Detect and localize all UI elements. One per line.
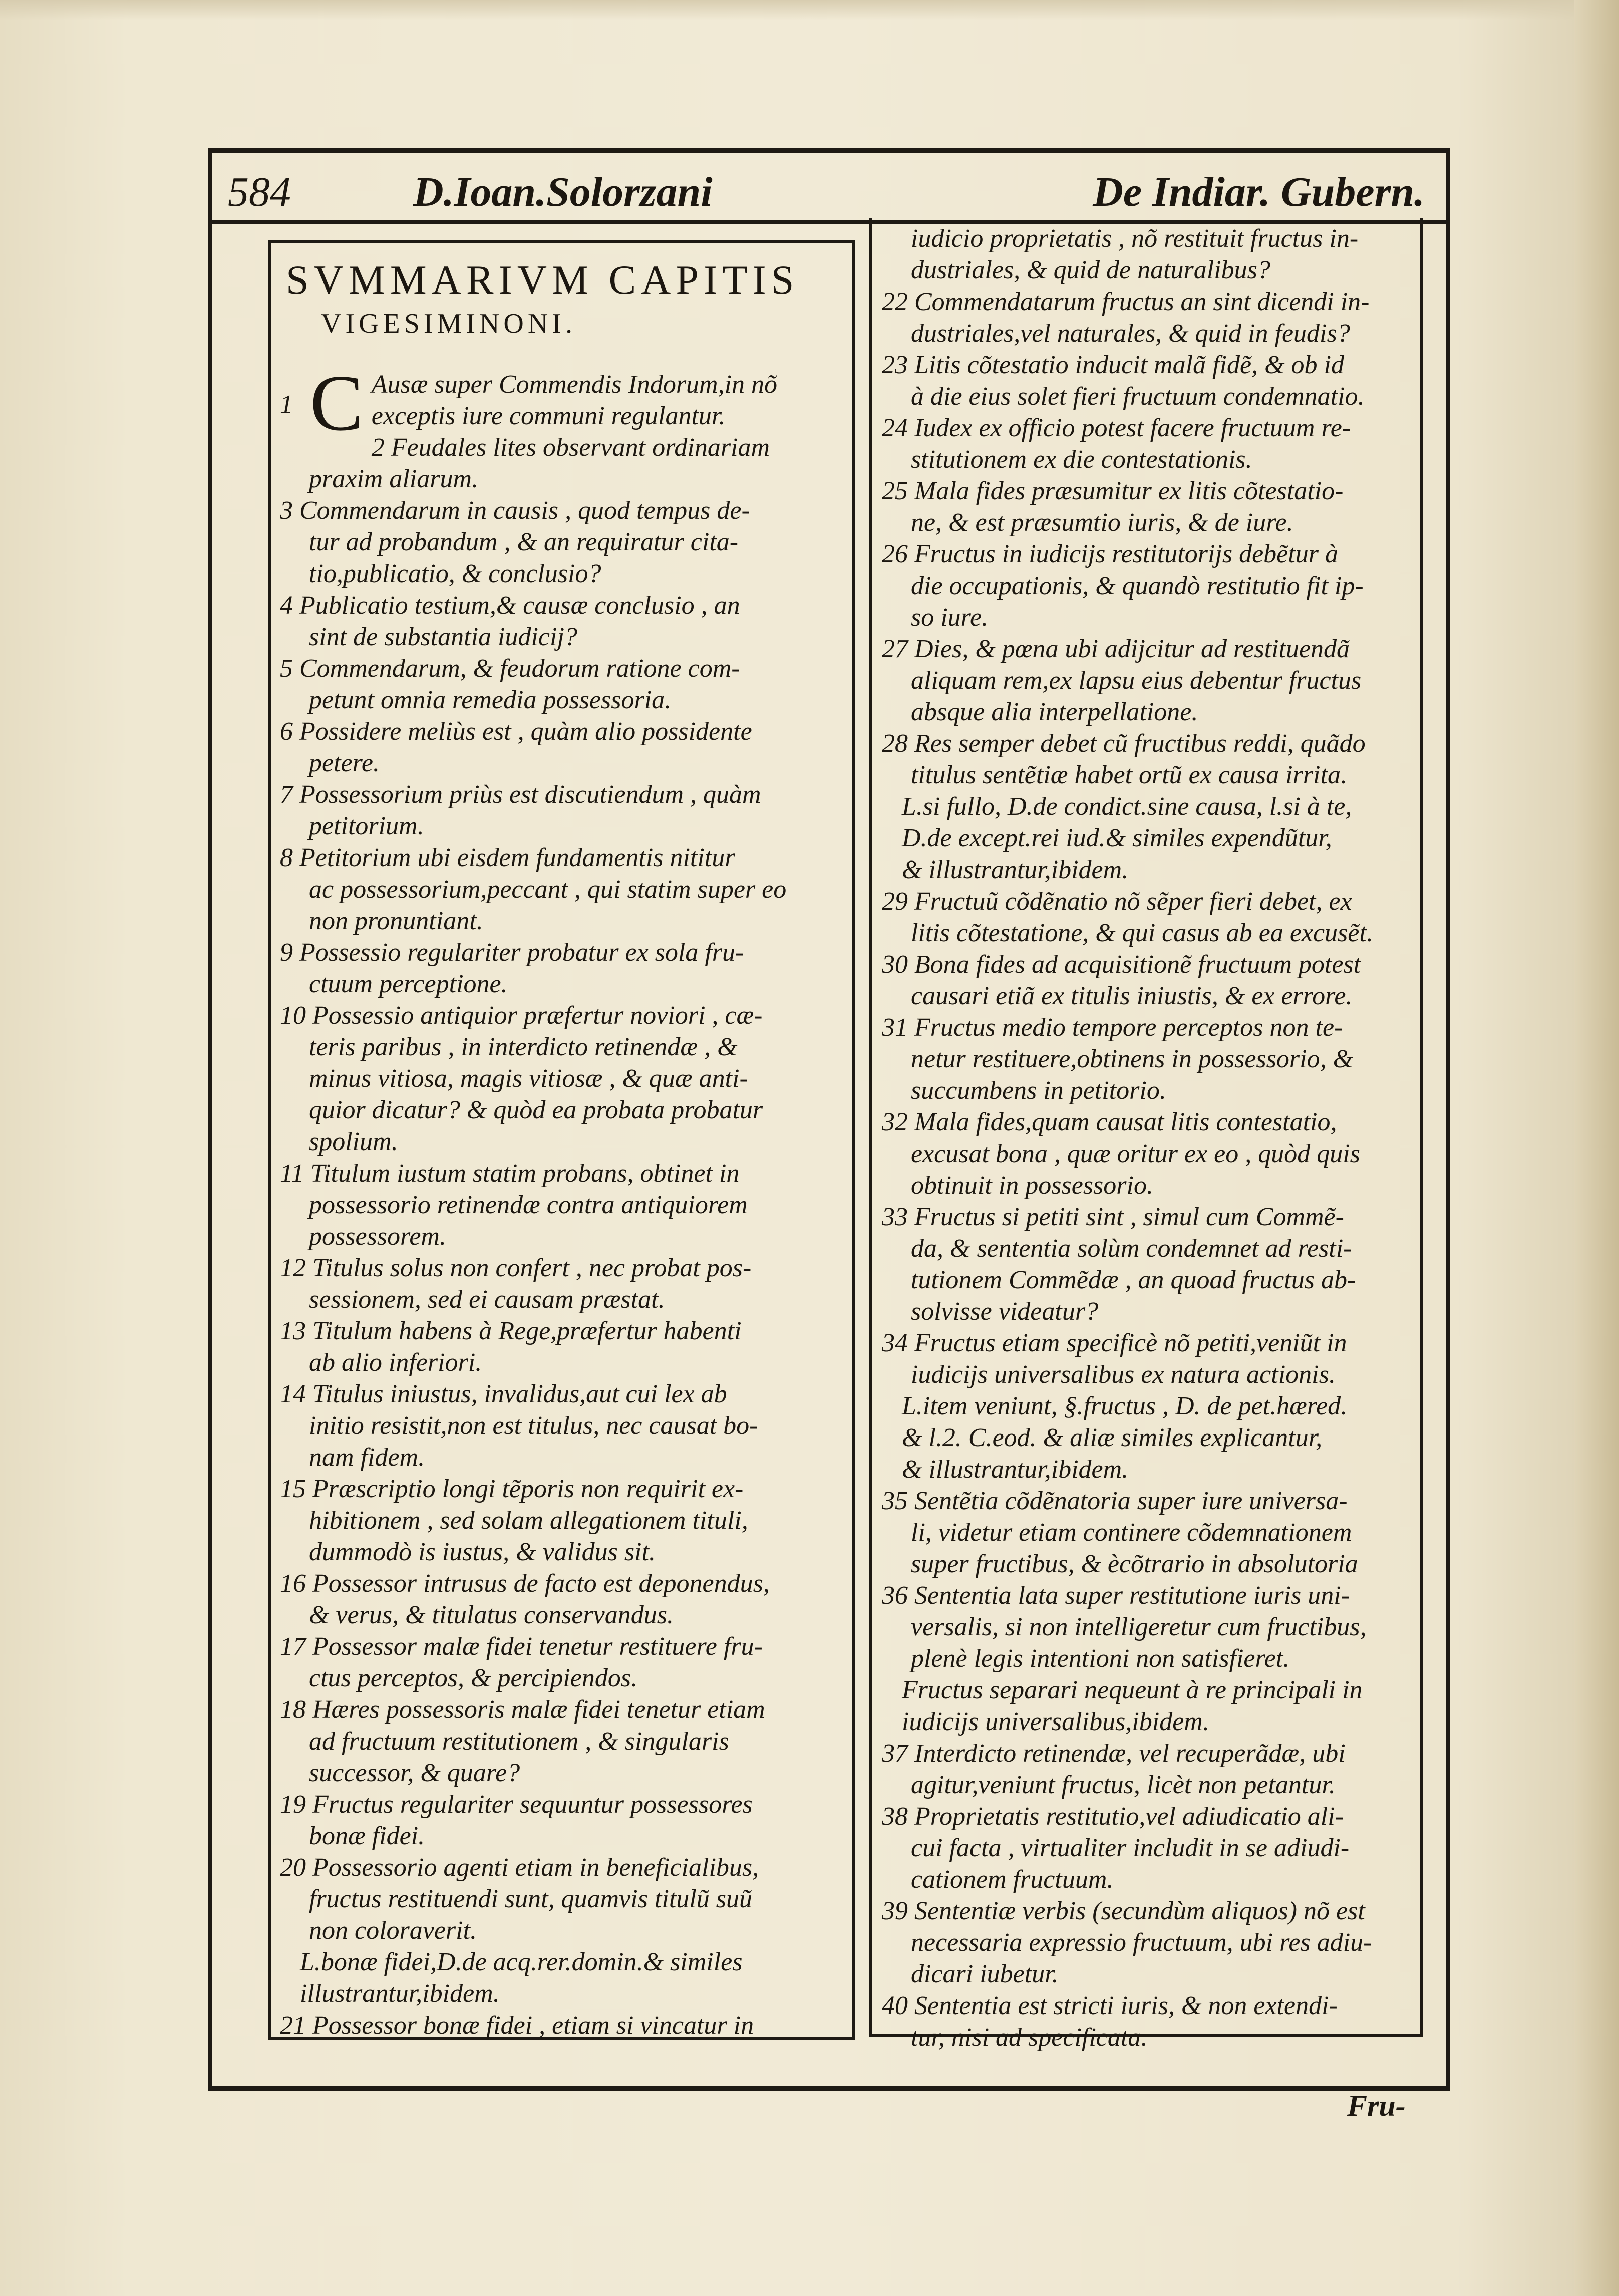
summary-entry (280, 1315, 846, 1347)
entry-continuation: super fructibus, & ècõtrario in absolutoria (911, 1550, 1358, 1578)
entry-continuation: netur restituere,obtinens in possessorio, & (911, 1045, 1354, 1073)
summary-subtitle: VIGESIMINONI. (321, 308, 576, 339)
entry-number: 6 (280, 717, 299, 746)
summary-entry (882, 1895, 1415, 1927)
citation-line: L.bonæ fidei,D.de acq.rer.domin.& similes (300, 1948, 743, 1976)
entry-text: Feudales lites observant ordinariam (391, 433, 770, 462)
right-column (869, 218, 1423, 2052)
entry-continuation: ctus perceptos, & percipiendos. (309, 1664, 638, 1692)
entry-continuation: praxim aliarum. (309, 465, 478, 493)
entry-text: Commendatarum fructus an sint dicendi in- (914, 288, 1370, 316)
entry-continuation: plenè legis intentioni non satisfieret. (911, 1644, 1290, 1673)
summary-entry (882, 1990, 1415, 2022)
frame-rule-right (1446, 148, 1450, 2091)
summary-entry (280, 1694, 846, 1726)
entry-text: Fructuũ cõdẽnatio nõ sẽper fieri debet, ex (914, 887, 1352, 916)
entry-continuation: sessionem, sed ei causam præstat. (309, 1285, 665, 1314)
entry-number: 23 (882, 351, 914, 379)
entry-continuation: petunt omnia remedia possessoria. (309, 686, 672, 714)
entry-text: Bona fides ad acquisitionẽ fructuum potest (914, 950, 1361, 979)
entry-continuation: petere. (309, 749, 380, 777)
summary-entry (280, 1852, 846, 1883)
entry-number: 25 (882, 477, 914, 505)
entry-text: Præscriptio longi tẽporis non requirit ex- (312, 1475, 744, 1503)
entry-number: 4 (280, 591, 299, 620)
entry-continuation: ne, & est præsumtio iuris, & de iure. (911, 508, 1293, 537)
summary-entry (280, 842, 846, 874)
entry-number: 12 (280, 1254, 312, 1282)
entry-continuation: initio resistit,non est titulus, nec causat bo- (309, 1411, 758, 1440)
entry-text: Fructus medio tempore perceptos non te- (914, 1013, 1343, 1042)
summary-entry (882, 1580, 1415, 1611)
entry-text: Titulum iustum statim probans, obtinet in (310, 1159, 740, 1188)
entry-continuation: tur, nisi ad specificata. (911, 2023, 1148, 2052)
entry-number: 14 (280, 1380, 312, 1408)
entry-text: Interdicto retinendæ, vel recuperãdæ, ubi (914, 1739, 1346, 1768)
summary-entry (280, 495, 846, 526)
summary-entry (882, 538, 1415, 570)
entry-number: 3 (280, 496, 299, 525)
entry-continuation: obtinuit in possessorio. (911, 1171, 1153, 1200)
entry-number: 19 (280, 1790, 312, 1819)
entry-text: Publicatio testium,& causæ conclusio , an (299, 591, 740, 620)
entry-number: 31 (882, 1013, 914, 1042)
entry-continuation: ad fructuum restitutionem , & singularis (309, 1727, 729, 1756)
entry-continuation: & verus, & titulatus conservandus. (309, 1601, 674, 1629)
page-edge (1574, 0, 1619, 2296)
entry-continuation: tur ad probandum , & an requiratur cita- (309, 528, 739, 556)
entry-number: 15 (280, 1475, 312, 1503)
entry-text: Possessio antiquior præfertur noviori , cæ- (312, 1001, 763, 1030)
summary-entry (882, 1012, 1415, 1043)
summary-entry (280, 1789, 846, 1820)
entry-continuation: exceptis iure communi regulantur. (371, 402, 726, 430)
summary-entry (280, 1000, 846, 1031)
entry-number: 30 (882, 950, 914, 979)
entry-number: 24 (882, 414, 914, 442)
entry-continuation: succumbens in petitorio. (911, 1076, 1166, 1105)
entry-text: Fructus etiam specificè nõ petiti,veniũt in (914, 1329, 1347, 1357)
summary-entry (882, 1485, 1415, 1517)
summary-entry (280, 2010, 846, 2041)
summary-entry (882, 475, 1415, 507)
summary-entry (882, 949, 1415, 980)
entry-continuation: nam fidem. (309, 1443, 425, 1472)
entry-number: 28 (882, 729, 914, 758)
drop-capital: C (310, 358, 364, 447)
entry-continuation: agitur,veniunt fructus, licèt non petantur. (911, 1771, 1336, 1799)
entry-continuation: tio,publicatio, & conclusio? (309, 559, 601, 588)
entry-continuation: dustriales, & quid de naturalibus? (911, 256, 1270, 284)
summary-entry (882, 1106, 1415, 1138)
entry-text: Possessor bonæ fidei , etiam si vincatur in (312, 2011, 754, 2040)
entry-continuation: cui facta , virtualiter includit in se adiudi- (911, 1834, 1350, 1862)
entry-continuation: titulus sentẽtiæ habet ortũ ex causa irrita. (911, 761, 1347, 789)
entry-text: Possessio regulariter probatur ex sola fru- (299, 938, 744, 967)
entry-number: 2 (371, 433, 391, 462)
summary-entry (882, 1327, 1415, 1359)
entry-text: Possessor malæ fidei tenetur restituere fru- (312, 1632, 763, 1661)
entry-continuation: aliquam rem,ex lapsu eius debentur fructus (911, 666, 1362, 695)
citation-line: L.si fullo, D.de condict.sine causa, l.si à te, (902, 792, 1352, 821)
entry-text: Ausæ super Commendis Indorum,in nõ (371, 370, 778, 399)
frame-rule-bottom (208, 2086, 1450, 2091)
entry-number: 13 (280, 1317, 312, 1345)
entry-continuation: dummodò is iustus, & validus sit. (309, 1538, 656, 1566)
entry-continuation: causari etiã ex titulis iniustis, & ex errore. (911, 982, 1353, 1010)
summary-entry (882, 1201, 1415, 1233)
entry-text: Possessorium priùs est discutiendum , quàm (299, 780, 761, 809)
entry-continuation: iudicijs universalibus ex natura actionis. (911, 1360, 1336, 1389)
citation-line: D.de except.rei iud.& similes expendũtur, (902, 824, 1332, 852)
entry-continuation: spolium. (309, 1127, 398, 1156)
entry-continuation: litis cõtestatione, & qui casus ab ea excusẽt. (911, 919, 1373, 947)
entry-continuation: à die eius solet fieri fructuum condemnatio. (911, 382, 1365, 411)
entry-continuation: necessaria expressio fructuum, ubi res adiu- (911, 1928, 1372, 1957)
entry-number: 34 (882, 1329, 914, 1357)
entry-continuation: cationem fructuum. (911, 1865, 1114, 1894)
entry-text: Litis cõtestatio inducit malã fidẽ, & ob id (914, 351, 1344, 379)
entry-continuation: possessorem. (309, 1222, 446, 1251)
entry-number: 37 (882, 1739, 914, 1768)
entry-number: 10 (280, 1001, 312, 1030)
summary-entry (280, 779, 846, 810)
entry-text: Sententia est stricti iuris, & non extendi- (914, 1991, 1338, 2020)
entry-number: 5 (280, 654, 299, 683)
summary-list-right (882, 223, 1415, 2053)
entry-text: Possessor intrusus de facto est deponendus, (312, 1569, 770, 1598)
entry-continuation: tutionem Commẽdæ , an quoad fructus ab- (911, 1266, 1356, 1294)
entry-text: Fructus in iudicijs restitutorijs debẽtur à (914, 540, 1338, 568)
entry-text: Sententia lata super restitutione iuris uni- (914, 1581, 1350, 1610)
entry-continuation: hibitionem , sed solam allegationem tituli, (309, 1506, 748, 1535)
entry-number: 9 (280, 938, 299, 967)
summary-entry (280, 1631, 846, 1662)
citation-line: Fructus separari nequeunt à re principali in (902, 1676, 1363, 1704)
summary-entry (280, 1568, 846, 1599)
summary-entry (882, 886, 1415, 917)
entry-text: Mala fides,quam causat litis contestatio, (914, 1108, 1337, 1136)
entry-continuation: possessorio retinendæ contra antiquiorem (309, 1191, 748, 1219)
entry-number: 35 (882, 1487, 914, 1515)
entry-number: 7 (280, 780, 299, 809)
entry-continuation: bonæ fidei. (309, 1822, 425, 1850)
entry-number: 21 (280, 2011, 312, 2040)
entry-number: 33 (882, 1203, 914, 1231)
citation-line: & l.2. C.eod. & aliæ similes explicantur, (902, 1423, 1323, 1452)
entry-continuation: absque alia interpellatione. (911, 698, 1198, 726)
entry-text: Commendarum, & feudorum ratione com- (299, 654, 740, 683)
summary-list-left (280, 358, 846, 2041)
entry-text: Iudex ex officio potest facere fructuum re- (914, 414, 1351, 442)
entry-text: Proprietatis restitutio,vel adiudicatio ali- (914, 1802, 1344, 1831)
summary-entry (280, 937, 846, 968)
entry-continuation: solvisse videatur? (911, 1297, 1099, 1326)
frame-rule-top (208, 148, 1450, 153)
entry-number: 32 (882, 1108, 914, 1136)
entry-text: Hæres possessoris malæ fidei tenetur etiam (312, 1695, 765, 1724)
summary-entry (280, 716, 846, 747)
summary-entry (280, 590, 846, 621)
entry-number: 22 (882, 288, 914, 316)
summary-entry (280, 1473, 846, 1505)
entry-continuation: non coloraverit. (309, 1916, 477, 1945)
entry-continuation: iudicio proprietatis , nõ restituit fructus in- (911, 224, 1359, 253)
summary-entry (280, 653, 846, 684)
summary-entry (280, 432, 846, 463)
entry-number: 39 (882, 1897, 914, 1925)
entry-number: 29 (882, 887, 914, 916)
summary-entry (882, 633, 1415, 665)
page-number: 584 (228, 169, 291, 215)
entry-continuation: quior dicatur? & quòd ea probata probatur (309, 1096, 763, 1124)
summary-entry (280, 1378, 846, 1410)
entry-text: Sentẽtia cõdẽnatoria super iure universa- (914, 1487, 1348, 1515)
entry-continuation: teris paribus , in interdicto retinendæ , & (309, 1033, 738, 1061)
catchword: Fru- (1347, 2089, 1406, 2122)
header-author: D.Ioan.Solorzani (413, 169, 713, 215)
entry-text: Commendarum in causis , quod tempus de- (299, 496, 750, 525)
summary-entry (882, 728, 1415, 759)
citation-line: iudicijs universalibus,ibidem. (902, 1707, 1209, 1736)
running-header (218, 165, 1440, 220)
entry-number: 20 (280, 1853, 312, 1882)
entry-number: 11 (280, 1159, 311, 1188)
entry-text: Mala fides præsumitur ex litis cõtestatio- (914, 477, 1344, 505)
entry-text: Fructus regulariter sequuntur possessores (312, 1790, 753, 1819)
entry-text: Possessorio agenti etiam in beneficialibus, (312, 1853, 759, 1882)
top-shadow (0, 0, 1619, 20)
entry-continuation: da, & sententia solùm condemnet ad resti- (911, 1234, 1352, 1263)
summary-entry (882, 412, 1415, 444)
entry-number: 40 (882, 1991, 914, 2020)
left-column (268, 240, 855, 2040)
entry-number: 27 (882, 635, 914, 663)
text-frame (208, 148, 1450, 2091)
citation-line: & illustrantur,ibidem. (902, 855, 1129, 884)
entry-continuation: excusat bona , quæ oritur ex eo , quòd quis (911, 1139, 1360, 1168)
entry-number: 26 (882, 540, 914, 568)
entry-text: Sententiæ verbis (secundùm aliquos) nõ est (914, 1897, 1365, 1925)
entry-text: Res semper debet cũ fructibus reddi, quãdo (914, 729, 1366, 758)
entry-text: Fructus si petiti sint , simul cum Commẽ- (914, 1203, 1344, 1231)
entry-continuation: petitorium. (309, 812, 424, 840)
entry-continuation: li, videtur etiam continere cõdemnationem (911, 1518, 1352, 1547)
entry-continuation: stitutionem ex die contestationis. (911, 445, 1252, 474)
citation-line: illustrantur,ibidem. (300, 1979, 500, 2008)
entry-continuation: fructus restituendi sunt, quamvis titulũ suũ (309, 1885, 752, 1913)
summary-title: SVMMARIVM CAPITIS (286, 257, 799, 303)
entry-number: 17 (280, 1632, 312, 1661)
frame-rule-left (208, 148, 212, 2091)
header-work-title: De Indiar. Gubern. (1093, 169, 1425, 215)
entry-continuation: successor, & quare? (309, 1759, 520, 1787)
entry-text: Titulus solus non confert , nec probat pos- (312, 1254, 752, 1282)
citation-line: L.item veniunt, §.fructus , D. de pet.hæred. (902, 1392, 1348, 1420)
entry-continuation: non pronuntiant. (309, 907, 483, 935)
entry-continuation: dustriales,vel naturales, & quid in feudis? (911, 319, 1350, 348)
summary-entry (882, 1738, 1415, 1769)
entry-text: Possidere meliùs est , quàm alio possidente (299, 717, 752, 746)
entry-number: 8 (280, 843, 299, 872)
entry-continuation: dicari iubetur. (911, 1960, 1059, 1988)
entry-number: 36 (882, 1581, 914, 1610)
entry-continuation: ab alio inferiori. (309, 1348, 482, 1377)
entry-text: Petitorium ubi eisdem fundamentis nititur (299, 843, 735, 872)
entry-number: 18 (280, 1695, 312, 1724)
summary-entry (280, 1158, 846, 1189)
entry-text: Titulus iniustus, invalidus,aut cui lex ab (312, 1380, 727, 1408)
citation-line: & illustrantur,ibidem. (902, 1455, 1129, 1484)
summary-entry (882, 1801, 1415, 1832)
entry-text: Dies, & pœna ubi adijcitur ad restituendã (914, 635, 1350, 663)
summary-entry (280, 1252, 846, 1284)
entry-continuation: ac possessorium,peccant , qui statim super eo (309, 875, 787, 904)
entry-continuation: so iure. (911, 603, 989, 632)
entry-number: 16 (280, 1569, 312, 1598)
entry-continuation: minus vitiosa, magis vitiosæ , & quæ anti- (309, 1064, 748, 1093)
entry-continuation: ctuum perceptione. (309, 970, 508, 998)
entry-text: Titulum habens à Rege,præfertur habenti (312, 1317, 742, 1345)
summary-entry (882, 349, 1415, 381)
entry-number: 38 (882, 1802, 914, 1831)
summary-entry (882, 286, 1415, 318)
entry-continuation: die occupationis, & quandò restitutio fit ip- (911, 571, 1364, 600)
entry-continuation: sint de substantia iudicij? (309, 623, 577, 651)
entry-number: 1 (280, 390, 293, 419)
entry-continuation: versalis, si non intelligeretur cum fructibus, (911, 1613, 1367, 1641)
